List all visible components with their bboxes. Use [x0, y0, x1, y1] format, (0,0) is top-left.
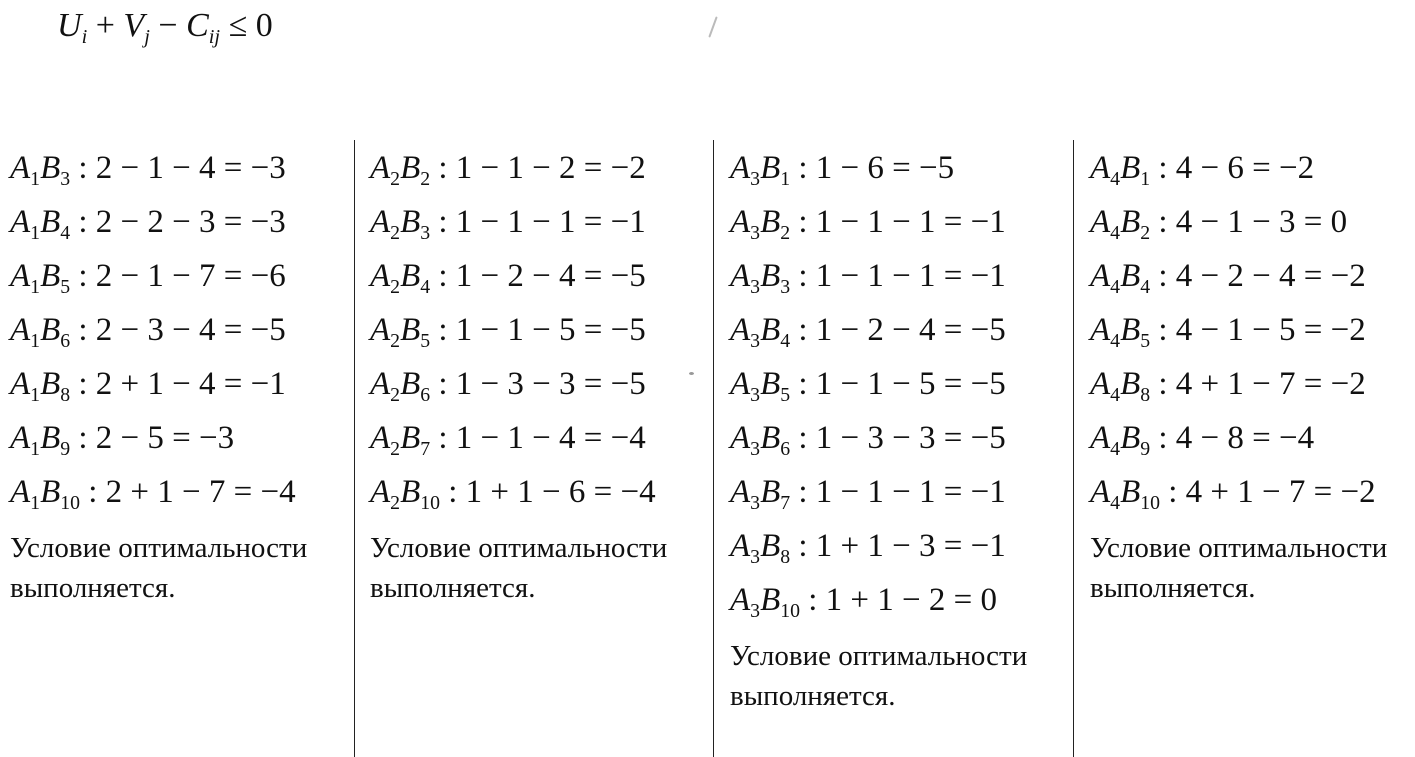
cell-label [730, 312, 791, 352]
cell-a-letter: A [10, 366, 31, 402]
cell-a-letter: A [730, 366, 751, 402]
cell-b-letter: B [1120, 204, 1141, 240]
cell-b-index: 10 [420, 491, 441, 514]
cell-b-index: 1 [1140, 167, 1151, 190]
cell-a-letter: A [1090, 366, 1111, 402]
cell-expression: : 4 − 2 − 4 = −2 [1158, 258, 1366, 294]
cell-b-index: 6 [780, 437, 791, 460]
cell-label [730, 204, 791, 244]
cell-a-letter: A [370, 312, 391, 348]
cell-a-index: 4 [1110, 275, 1121, 298]
cell-estimate-row [730, 474, 1080, 528]
cell-b-index: 5 [1140, 329, 1151, 352]
cell-a-index: 1 [30, 383, 41, 406]
column-a3 [730, 150, 1080, 716]
cell-a-letter: A [730, 312, 751, 348]
cell-label [370, 420, 431, 460]
cell-b-letter: B [760, 474, 781, 510]
cell-a-letter: A [730, 474, 751, 510]
cell-a-letter: A [10, 204, 31, 240]
cell-estimate-row [10, 420, 360, 474]
cell-b-letter: B [760, 420, 781, 456]
cell-estimate-row [1090, 474, 1415, 528]
cell-expression: : 1 − 1 − 4 = −4 [438, 420, 646, 456]
cell-expression: : 1 − 6 = −5 [798, 150, 955, 186]
cell-expression: : 4 + 1 − 7 = −2 [1168, 474, 1376, 510]
cell-expression: : 1 + 1 − 2 = 0 [808, 582, 998, 618]
cell-label [730, 366, 791, 406]
cell-b-index: 8 [60, 383, 71, 406]
formula-v: V [123, 7, 145, 44]
cell-label [370, 312, 431, 352]
cell-expression: : 1 − 2 − 4 = −5 [798, 312, 1006, 348]
cell-a-index: 2 [390, 275, 401, 298]
cell-a-letter: A [730, 528, 751, 564]
cell-estimate-row [370, 474, 720, 528]
cell-expression: : 1 − 2 − 4 = −5 [438, 258, 646, 294]
cell-expression: : 1 − 3 − 3 = −5 [438, 366, 646, 402]
cell-a-index: 3 [750, 167, 761, 190]
cell-b-index: 5 [780, 383, 791, 406]
cell-b-index: 6 [60, 329, 71, 352]
cell-a-letter: A [370, 420, 391, 456]
cell-b-letter: B [40, 420, 61, 456]
cell-a-letter: A [1090, 474, 1111, 510]
cell-b-letter: B [1120, 312, 1141, 348]
cell-b-letter: B [760, 528, 781, 564]
cell-estimate-row [10, 474, 360, 528]
cell-a-index: 4 [1110, 221, 1121, 244]
cell-a-index: 2 [390, 167, 401, 190]
cell-expression: : 1 + 1 − 3 = −1 [798, 528, 1006, 564]
optimality-condition-text: Условие оптимальности выполняется. [1090, 532, 1388, 604]
cell-a-index: 3 [750, 383, 761, 406]
cell-label [730, 582, 801, 622]
cell-b-letter: B [400, 366, 421, 402]
cell-b-letter: B [760, 258, 781, 294]
cell-estimate-row [730, 366, 1080, 420]
cell-a-index: 1 [30, 491, 41, 514]
cell-a-index: 4 [1110, 491, 1121, 514]
cell-label [10, 366, 71, 406]
cell-estimate-row [370, 420, 720, 474]
cell-expression: : 1 − 1 − 5 = −5 [438, 312, 646, 348]
cell-a-index: 4 [1110, 167, 1121, 190]
cell-b-index: 7 [780, 491, 791, 514]
cell-label [370, 366, 431, 406]
cell-a-letter: A [1090, 150, 1111, 186]
cell-label [1090, 204, 1151, 244]
scan-speck [689, 372, 694, 375]
cell-estimate-row [730, 420, 1080, 474]
cell-label [10, 420, 71, 460]
cell-b-letter: B [1120, 150, 1141, 186]
cell-expression: : 1 − 1 − 1 = −1 [798, 204, 1006, 240]
cell-expression: : 2 − 1 − 7 = −6 [78, 258, 286, 294]
cell-b-index: 10 [1140, 491, 1161, 514]
cell-b-letter: B [400, 312, 421, 348]
cell-a-letter: A [10, 474, 31, 510]
cell-b-index: 4 [420, 275, 431, 298]
cell-a-letter: A [370, 474, 391, 510]
cell-b-letter: B [40, 474, 61, 510]
cell-a-letter: A [10, 150, 31, 186]
scan-mark [708, 16, 717, 37]
cell-b-index: 7 [420, 437, 431, 460]
cell-b-index: 3 [420, 221, 431, 244]
cell-label [730, 420, 791, 460]
cell-a-letter: A [370, 366, 391, 402]
cell-a-index: 4 [1110, 437, 1121, 460]
cell-expression: : 4 − 8 = −4 [1158, 420, 1315, 456]
cell-expression: : 1 − 1 − 5 = −5 [798, 366, 1006, 402]
cell-estimate-row [370, 258, 720, 312]
cell-b-index: 9 [1140, 437, 1151, 460]
cell-b-index: 10 [780, 599, 801, 622]
cell-estimate-row [10, 312, 360, 366]
cell-b-letter: B [40, 204, 61, 240]
cell-a-index: 3 [750, 221, 761, 244]
optimality-condition-text: Условие оптимальности выполняется. [10, 532, 308, 604]
cell-b-letter: B [760, 150, 781, 186]
cell-estimate-row [370, 150, 720, 204]
cell-a-index: 1 [30, 275, 41, 298]
cell-label [1090, 366, 1151, 406]
cell-a-index: 2 [390, 491, 401, 514]
cell-a-letter: A [1090, 312, 1111, 348]
cell-estimate-row [10, 150, 360, 204]
cell-a-letter: A [730, 204, 751, 240]
cell-b-letter: B [1120, 366, 1141, 402]
cell-a-letter: A [1090, 258, 1111, 294]
cell-estimate-row [1090, 366, 1415, 420]
cell-a-index: 3 [750, 599, 761, 622]
cell-expression: : 4 + 1 − 7 = −2 [1158, 366, 1366, 402]
cell-b-index: 3 [780, 275, 791, 298]
cell-label [1090, 150, 1151, 190]
formula-u: U [57, 7, 82, 44]
cell-estimate-row [730, 150, 1080, 204]
cell-b-letter: B [40, 150, 61, 186]
cell-b-letter: B [40, 366, 61, 402]
optimality-formula: $U_i + V_j - C_{ij} \le 0$ [57, 7, 273, 49]
cell-estimate-row [1090, 420, 1415, 474]
cell-a-letter: A [370, 150, 391, 186]
cell-a-letter: A [730, 420, 751, 456]
cell-b-letter: B [40, 258, 61, 294]
cell-b-letter: B [760, 366, 781, 402]
cell-label [10, 150, 71, 190]
optimality-condition-text: Условие оптимальности выполняется. [730, 640, 1028, 712]
cell-a-index: 3 [750, 329, 761, 352]
cell-a-index: 2 [390, 329, 401, 352]
cell-b-letter: B [1120, 258, 1141, 294]
cell-a-index: 4 [1110, 329, 1121, 352]
cell-expression: : 2 − 3 − 4 = −5 [78, 312, 286, 348]
cell-a-index: 2 [390, 437, 401, 460]
cell-a-letter: A [10, 420, 31, 456]
cell-a-index: 2 [390, 221, 401, 244]
cell-label [1090, 420, 1151, 460]
cell-expression: : 2 + 1 − 4 = −1 [78, 366, 286, 402]
cell-estimate-row [10, 258, 360, 312]
cell-b-index: 2 [780, 221, 791, 244]
cell-a-index: 3 [750, 437, 761, 460]
cell-label [370, 474, 441, 514]
cell-a-letter: A [1090, 204, 1111, 240]
cell-b-index: 5 [60, 275, 71, 298]
cell-a-index: 3 [750, 491, 761, 514]
optimality-condition-text: Условие оптимальности выполняется. [370, 532, 668, 604]
cell-a-letter: A [1090, 420, 1111, 456]
column-a2 [370, 150, 720, 608]
cell-a-index: 1 [30, 167, 41, 190]
cell-estimate-row [730, 582, 1080, 636]
cell-label [10, 258, 71, 298]
cell-b-letter: B [760, 582, 781, 618]
cell-b-letter: B [400, 420, 421, 456]
cell-b-index: 2 [1140, 221, 1151, 244]
formula-u-index: i [81, 26, 88, 49]
cell-label [10, 312, 71, 352]
cell-b-index: 4 [1140, 275, 1151, 298]
formula-c: C [186, 7, 209, 44]
cell-b-index: 3 [60, 167, 71, 190]
cell-label [730, 258, 791, 298]
cell-b-index: 2 [420, 167, 431, 190]
cell-b-letter: B [760, 312, 781, 348]
cell-b-letter: B [1120, 474, 1141, 510]
cell-expression: : 2 − 2 − 3 = −3 [78, 204, 286, 240]
cell-label [730, 150, 791, 190]
cell-estimate-row [10, 366, 360, 420]
cell-expression: : 2 − 5 = −3 [78, 420, 235, 456]
cell-label [1090, 474, 1161, 514]
cell-b-letter: B [400, 204, 421, 240]
cell-b-letter: B [40, 312, 61, 348]
cell-label [1090, 312, 1151, 352]
cell-expression: : 1 + 1 − 6 = −4 [448, 474, 656, 510]
cell-estimate-row [730, 528, 1080, 582]
cell-a-letter: A [370, 258, 391, 294]
cell-b-index: 10 [60, 491, 81, 514]
column-a4 [1090, 150, 1415, 608]
cell-estimate-row [1090, 150, 1415, 204]
cell-label [370, 258, 431, 298]
cell-estimate-row [370, 366, 720, 420]
cell-b-index: 8 [780, 545, 791, 568]
cell-b-letter: B [400, 474, 421, 510]
cell-b-letter: B [400, 150, 421, 186]
cell-a-index: 4 [1110, 383, 1121, 406]
column-a1 [10, 150, 360, 608]
cell-expression: : 2 + 1 − 7 = −4 [88, 474, 296, 510]
cell-a-index: 1 [30, 329, 41, 352]
cell-b-letter: B [1120, 420, 1141, 456]
cell-estimate-row [1090, 204, 1415, 258]
cell-b-letter: B [400, 258, 421, 294]
cell-estimate-row [370, 204, 720, 258]
cell-a-letter: A [730, 150, 751, 186]
formula-rest: ≤ 0 [220, 7, 273, 44]
cell-a-letter: A [10, 258, 31, 294]
cell-b-index: 8 [1140, 383, 1151, 406]
cell-b-index: 9 [60, 437, 71, 460]
cell-expression: : 4 − 6 = −2 [1158, 150, 1315, 186]
cell-b-index: 5 [420, 329, 431, 352]
formula-v-index: j [144, 26, 150, 49]
cell-label [10, 204, 71, 244]
formula-c-index: ij [208, 26, 221, 49]
cell-a-index: 1 [30, 437, 41, 460]
cell-expression: : 1 − 1 − 1 = −1 [798, 258, 1006, 294]
cell-estimate-row [730, 258, 1080, 312]
cell-b-index: 4 [60, 221, 71, 244]
cell-label [730, 528, 791, 568]
cell-b-index: 4 [780, 329, 791, 352]
cell-estimate-row [370, 312, 720, 366]
cell-label [10, 474, 81, 514]
cell-a-letter: A [10, 312, 31, 348]
cell-estimate-row [1090, 258, 1415, 312]
cell-estimate-row [730, 312, 1080, 366]
cell-expression: : 1 − 1 − 1 = −1 [798, 474, 1006, 510]
cell-expression: : 4 − 1 − 5 = −2 [1158, 312, 1366, 348]
cell-b-index: 1 [780, 167, 791, 190]
cell-label [370, 204, 431, 244]
cell-estimate-row [10, 204, 360, 258]
cell-label [730, 474, 791, 514]
cell-expression: : 1 − 1 − 1 = −1 [438, 204, 646, 240]
cell-estimate-row [730, 204, 1080, 258]
cell-a-index: 3 [750, 545, 761, 568]
cell-estimate-row [1090, 312, 1415, 366]
cell-a-letter: A [730, 258, 751, 294]
cell-a-letter: A [370, 204, 391, 240]
cell-a-index: 1 [30, 221, 41, 244]
cell-expression: : 4 − 1 − 3 = 0 [1158, 204, 1348, 240]
cell-a-letter: A [730, 582, 751, 618]
cell-expression: : 1 − 3 − 3 = −5 [798, 420, 1006, 456]
cell-b-index: 6 [420, 383, 431, 406]
cell-expression: : 1 − 1 − 2 = −2 [438, 150, 646, 186]
cell-b-letter: B [760, 204, 781, 240]
cell-a-index: 3 [750, 275, 761, 298]
cell-a-index: 2 [390, 383, 401, 406]
cell-label [370, 150, 431, 190]
cell-expression: : 2 − 1 − 4 = −3 [78, 150, 286, 186]
cell-label [1090, 258, 1151, 298]
